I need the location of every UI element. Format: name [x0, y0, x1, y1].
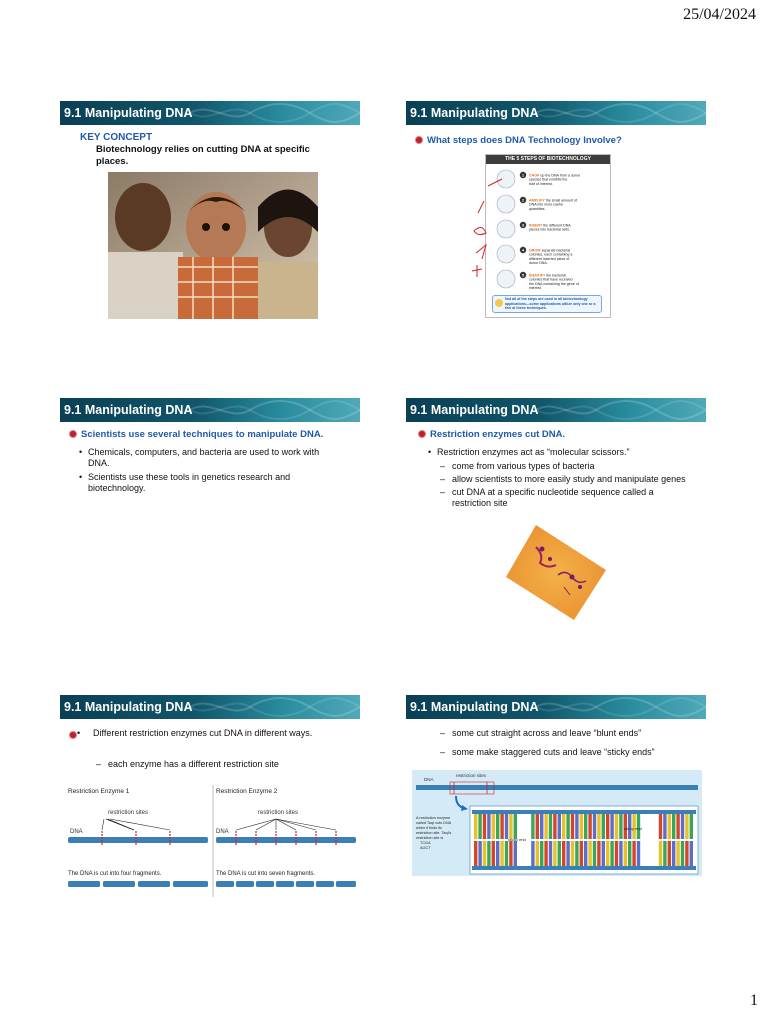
base-pair [668, 814, 671, 839]
base-pair [575, 814, 578, 839]
step-text: IDENTIFY the bacterial colonies that have received the DNA containing the gene of interest. [529, 273, 579, 291]
base-pair [531, 814, 534, 839]
slide-1 [60, 101, 360, 326]
base-pair [580, 841, 583, 866]
base-pair [540, 814, 543, 839]
base-pair [584, 841, 587, 866]
base-pair [549, 814, 552, 839]
base-pair [681, 814, 684, 839]
base-pair [505, 841, 508, 866]
header-dna-decoration [536, 695, 706, 719]
svg-text:restriction site. TaqI's: restriction site. TaqI's [416, 831, 452, 835]
base-pair [483, 841, 486, 866]
slide-header [406, 398, 706, 422]
base-pair [500, 814, 503, 839]
biotech-step [497, 195, 577, 213]
enzyme1-caption: The DNA is cut into four fragments. [68, 871, 162, 877]
sticky-end-label-left: sticky end [508, 837, 526, 842]
slide2-question: What steps does DNA Technology Involve? [415, 135, 622, 146]
base-pair [487, 814, 490, 839]
base-pair [676, 841, 679, 866]
list-item: – each enzyme has a different restriction site [96, 759, 346, 770]
slide-4 [406, 398, 706, 623]
base-pair [628, 841, 631, 866]
enzyme2-dna-label: DNA [216, 829, 229, 835]
enzyme1-title: Restriction Enzyme 1 [68, 788, 130, 795]
svg-text:A restriction enzyme: A restriction enzyme [416, 816, 451, 820]
slide-title: 9.1 Manipulating DNA [410, 700, 539, 714]
dna-strand-2 [216, 837, 356, 843]
base-pair [553, 841, 556, 866]
base-pair [566, 814, 569, 839]
dna-strand-1 [68, 837, 208, 843]
enzyme2-fragments [216, 881, 356, 887]
list-item: – cut DNA at a specific nucleotide sequence called a restriction site [440, 487, 690, 509]
base-pair [632, 841, 635, 866]
figure-dna-label: DNA [424, 777, 434, 782]
base-pair [549, 841, 552, 866]
header-dna-decoration [190, 398, 360, 422]
slide4-heading: Restriction enzymes cut DNA. [418, 429, 565, 440]
page-number: 1 [750, 992, 758, 1009]
base-pair [672, 814, 675, 839]
figure-note: Not all of the steps are used in all biotechnology applications—some applications utilize only one or a few of these techniques. [492, 295, 602, 313]
base-pair [593, 841, 596, 866]
family-photo [108, 172, 318, 319]
base-pair [562, 841, 565, 866]
lightbulb-icon [495, 299, 503, 307]
slide-title: 9.1 Manipulating DNA [64, 106, 193, 120]
header-dna-decoration [536, 101, 706, 125]
base-pair [619, 841, 622, 866]
key-concept-label: KEY CONCEPT [80, 132, 153, 143]
enzyme2-title: Restriction Enzyme 2 [216, 788, 278, 795]
figure-title: THE 5 STEPS OF BIOTECHNOLOGY [486, 155, 610, 164]
base-pair [474, 814, 477, 839]
list-item: – some cut straight across and leave “blunt ends” [440, 728, 700, 739]
svg-text:when it finds its: when it finds its [416, 826, 442, 830]
enzyme1-fragments [68, 881, 208, 887]
slide-title: 9.1 Manipulating DNA [410, 106, 539, 120]
base-pair [571, 814, 574, 839]
base-pair [663, 841, 666, 866]
base-pair [571, 841, 574, 866]
biotech-step [497, 270, 579, 290]
enzyme1-sites-label: restriction sites [108, 810, 149, 816]
page-date: 25/04/2024 [683, 6, 756, 23]
header-dna-decoration [190, 695, 360, 719]
base-pair [558, 814, 561, 839]
base-pair [685, 841, 688, 866]
base-pair [637, 841, 640, 866]
step-number: 4 [521, 247, 525, 253]
base-pair [685, 814, 688, 839]
slide-header [60, 101, 360, 125]
slide5-sub [96, 759, 346, 772]
slide-header [406, 101, 706, 125]
slide-title: 9.1 Manipulating DNA [410, 403, 539, 417]
svg-text:restriction site is: restriction site is [416, 836, 444, 840]
bullet-icon [418, 430, 426, 438]
biotech-step [497, 245, 572, 265]
base-pair [536, 814, 539, 839]
base-pair [492, 814, 495, 839]
base-pair [593, 814, 596, 839]
slide-title: 9.1 Manipulating DNA [64, 403, 193, 417]
slide3-heading: Scientists use several techniques to manipulate DNA. [69, 429, 323, 440]
base-pair [597, 814, 600, 839]
dna-microscope-image [506, 525, 606, 620]
slide-title: 9.1 Manipulating DNA [64, 700, 193, 714]
step-text: CHOP up the DNA from a donor species that exhibits the trait of interest. [529, 173, 581, 186]
key-concept-text: Biotechnology relies on cutting DNA at specific places. [96, 144, 310, 167]
list-item: – some make staggered cuts and leave “sticky ends” [440, 747, 700, 758]
list-item: – allow scientists to more easily study and manipulate genes [440, 474, 690, 485]
base-pair [690, 814, 693, 839]
base-pair [615, 814, 618, 839]
base-pair [478, 841, 481, 866]
base-pair [663, 814, 666, 839]
base-pair [624, 841, 627, 866]
base-pair [659, 841, 662, 866]
step-text: GROW separate bacterial colonies, each containing a different inserted piece of donor DNA. [529, 248, 573, 266]
base-pair [615, 841, 618, 866]
base-pair [566, 841, 569, 866]
base-pair [496, 841, 499, 866]
sticky-end-label-right: sticky end [624, 826, 642, 831]
list-item: • Scientists use these tools in genetics research and biotechnology. [76, 472, 336, 494]
svg-text:called TaqI cuts DNA: called TaqI cuts DNA [416, 821, 452, 825]
base-pair [588, 841, 591, 866]
base-pair [619, 814, 622, 839]
base-pair [602, 841, 605, 866]
slide5-bullet: • Different restriction enzymes cut DNA in different ways. [69, 728, 319, 739]
restriction-enzymes-figure [66, 783, 362, 897]
slide4-bullet [425, 447, 695, 461]
base-pair [509, 814, 512, 839]
slide-header [60, 398, 360, 422]
enzyme1-dna-label: DNA [70, 829, 83, 835]
base-pair [483, 814, 486, 839]
base-pair [536, 841, 539, 866]
list-item: – come from various types of bacteria [440, 461, 690, 472]
slide-2 [406, 101, 706, 326]
base-pair [514, 841, 517, 866]
header-dna-decoration [536, 398, 706, 422]
base-pair [474, 841, 477, 866]
step-number: 2 [521, 197, 525, 203]
header-dna-decoration [190, 101, 360, 125]
base-pair [558, 841, 561, 866]
step-number: 3 [521, 222, 525, 228]
base-pair [668, 841, 671, 866]
bullet-icon [69, 430, 77, 438]
base-pair [544, 814, 547, 839]
base-pair [672, 841, 675, 866]
list-item: • Restriction enzymes act as “molecular scissors.” [425, 447, 695, 458]
base-pair [597, 841, 600, 866]
base-pair [610, 841, 613, 866]
base-pair [580, 814, 583, 839]
base-pair [562, 814, 565, 839]
step-text: INSERT the different DNA pieces into bacterial cells. [529, 223, 571, 232]
base-pair [610, 814, 613, 839]
step-number: 1 [521, 172, 525, 178]
slide-header [60, 695, 360, 719]
base-pair [478, 814, 481, 839]
base-pair [588, 814, 591, 839]
slide-header [406, 695, 706, 719]
figure-sites-label: restriction sites [456, 773, 487, 778]
base-pair [514, 814, 517, 839]
base-pair [659, 814, 662, 839]
base-pair [584, 814, 587, 839]
base-pair [531, 841, 534, 866]
base-pair [540, 841, 543, 866]
list-item: • Chemicals, computers, and bacteria are used to work with DNA. [76, 447, 336, 469]
base-pair [606, 814, 609, 839]
base-pair [487, 841, 490, 866]
step-text: AMPLIFY the small amount of DNA into more useful quantities. [529, 198, 578, 211]
slide6-lines [440, 728, 700, 760]
bullet-icon [415, 136, 423, 144]
step-number: 5 [521, 272, 525, 278]
base-pair [553, 814, 556, 839]
base-pair [606, 841, 609, 866]
biotech-step [497, 220, 571, 238]
figure-dna-strand [416, 785, 698, 790]
base-pair [500, 841, 503, 866]
base-pair [690, 841, 693, 866]
slide3-bullets [76, 447, 336, 497]
base-pair [505, 814, 508, 839]
enzyme2-caption: The DNA is cut into seven fragments. [216, 871, 316, 877]
base-pair [496, 814, 499, 839]
base-pair [509, 841, 512, 866]
svg-text:TCGA: TCGA [420, 841, 431, 845]
base-pair [575, 841, 578, 866]
slide4-sub-bullets [440, 461, 690, 511]
biotech-step [497, 170, 581, 188]
base-pair [681, 841, 684, 866]
handwritten-annotations [468, 171, 508, 291]
slide-3 [60, 398, 360, 623]
base-pair [676, 814, 679, 839]
base-pair [602, 814, 605, 839]
base-pair [544, 841, 547, 866]
svg-text:AGCT: AGCT [420, 846, 431, 850]
slide-6 [406, 695, 706, 920]
base-pair [492, 841, 495, 866]
enzyme2-sites-label: restriction sites [258, 810, 299, 816]
sticky-ends-figure [412, 770, 702, 876]
